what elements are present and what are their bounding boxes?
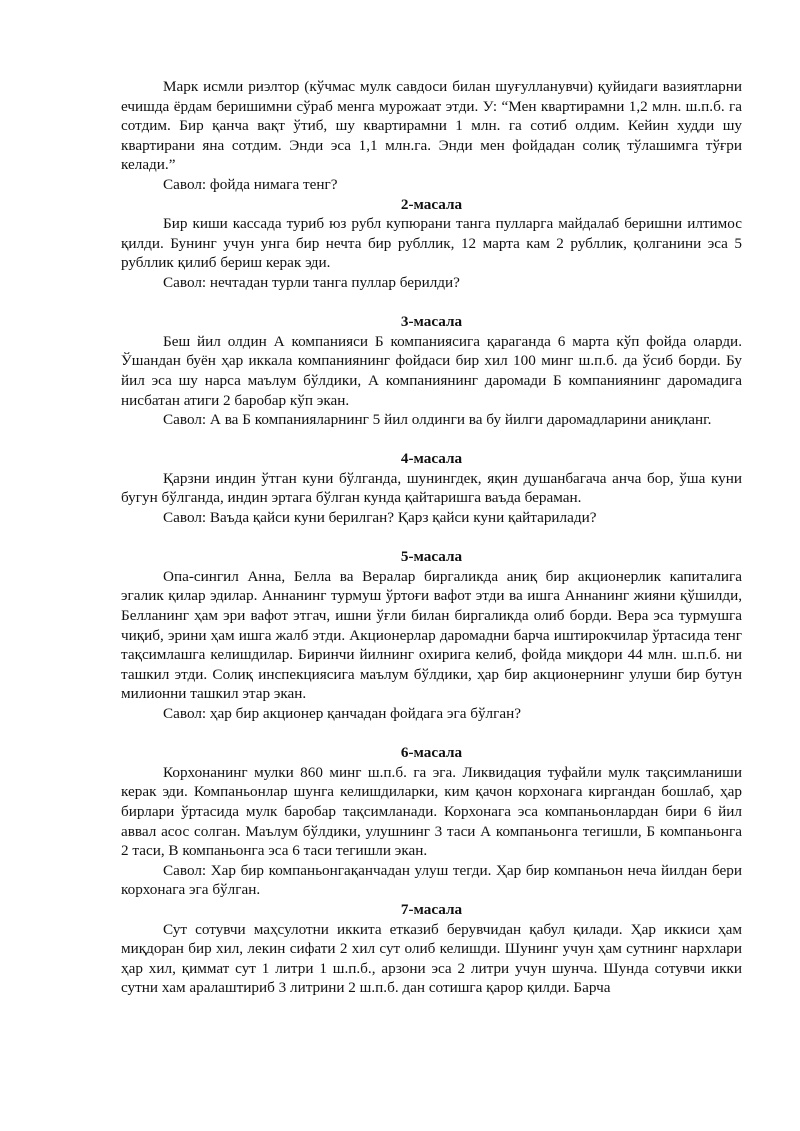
problem-body: Бир киши кассада туриб юз рубл купюрани танга пулларга майдалаб беришни илтимос қилди. Бунинг учун унга бир нечта бир рубллик, 12 марта кам 2 рубллик, қолганини эса 5 рубллик қилиб бериш керак эди. [121,215,742,272]
problem-question: Савол: Ваъда қайси куни берилган? Қарз қайси куни қайтарилади? [163,509,597,527]
problem-title: 3-масала [400,313,463,331]
spacer [121,528,742,548]
problem-body: Корхонанинг мулки 860 минг ш.п.б. га эга. Ликвидация туфайли мулк тақсимланиши керак эди. Компаньонлар шунга келишдиларки, ким қачон корхонага киргандан бошлаб, ҳар бирлари ўртасида мулк баробар тақсимланади. Корхонага эса компаньонлардан бири 6 йил аввал асос солган. Маълум бўлдики, улушнинг 3 таси А компаньонга тегишли, Б компаньонга 2 таси, В компаньонга эса 6 таси тегишли экан. [121,763,742,860]
intro-question: Савол: фойда нимага тенг? [163,175,338,193]
problem-title: 5-масала [400,548,463,566]
spacer [121,430,742,450]
problem-question: Савол: нечтадан турли танга пуллар берилди? [163,273,460,291]
spacer [121,293,742,313]
problem-title: 4-масала [400,450,463,468]
problem-title: 2-масала [400,195,463,213]
problem-question: Савол: Хар бир компаньонгақанчадан улуш тегди. Ҳар бир компаньон неча йилдан бери корхонага эга бўлган. [121,861,742,899]
problem-body: Опа-сингил Анна, Белла ва Вералар биргаликда аниқ бир акционерлик капиталига эгалик қилар эдилар. Аннанинг турмуш ўртоғи вафот этди ва ишга Аннанинг жияни қўшилди, Белланинг ҳам эри вафот этгач, ишни ўғли билан биргаликда олиб борди. Вера эса турмушга чиқиб, эрини ҳам ишга жалб этди. Акционерлар даромадни барча иштирокчилар ўртасида тенг тақсимлашга келишдилар. Биринчи йилнинг охирига келиб, фойда миқдори 44 млн. ш.п.б. ни ташкил этди. Солиқ инспекциясига маълум бўлдики, ҳар бир акционернинг улуши бир бутун милионни ташкил этар экан. [121,567,742,703]
problem-title: 7-масала [400,900,463,918]
problem-body: Сут сотувчи маҳсулотни иккита етказиб берувчидан қабул қилади. Ҳар иккиси ҳам миқдоран бир хил, лекин сифати 2 хил сут олиб келишди. Шунинг учун ҳам сутнинг нархлари ҳар хил, қиммат сут 1 литри 1 ш.п.б., арзони эса 2 литри учун шунча. Шунда сотувчи икки сутни хам аралаштириб 3 литрини 2 ш.п.б. дан сотишга қарор қилди. Барча [121,920,742,997]
text-column [121,77,742,998]
problem-body: Беш йил олдин А компанияси Б компаниясига қараганда 6 марта кўп фойда оларди. Ўшандан буён ҳар иккала компаниянинг фойдаси бир хил 100 минг ш.п.б. да ўсиб борди. Бу йил эса шу нарса маълум бўлдики, А компаниянинг даромади Б компаниянинг даромадига нисбатан атиги 2 баробар кўп экан. [121,332,742,409]
problem-question: Савол: ҳар бир акционер қанчадан фойдага эга бўлган? [163,705,521,722]
problem-question: Савол: А ва Б компанияларнинг 5 йил олдинги ва бу йилги даромадларини аниқланг. [163,411,712,429]
spacer [121,724,742,744]
problem-body: Қарзни индин ўтган куни бўлганда, шунингдек, яқин душанбагача анча бор, ўша куни бугун бўлганда, индин эртага бўлган кунда қайтаришга ваъда бераман. [121,469,742,507]
problem-title: 6-масала [400,744,463,762]
intro-paragraph: Марк исмли риэлтор (кўчмас мулк савдоси билан шуғулланувчи) қуйидаги вазиятларни ечишда ёрдам беришимни сўраб менга мурожаат этди. У: “Мен квартирамни 1,2 млн. ш.п.б. га сотдим. Бир қанча вақт ўтиб, шу квартирамни 1 млн. га сотиб олдим. Кейин худди шу квартирани яна сотдим. Энди эса 1,1 млн.га. Энди мен фойдадан солиқ тўлашимга тўғри келади.” [121,78,742,174]
